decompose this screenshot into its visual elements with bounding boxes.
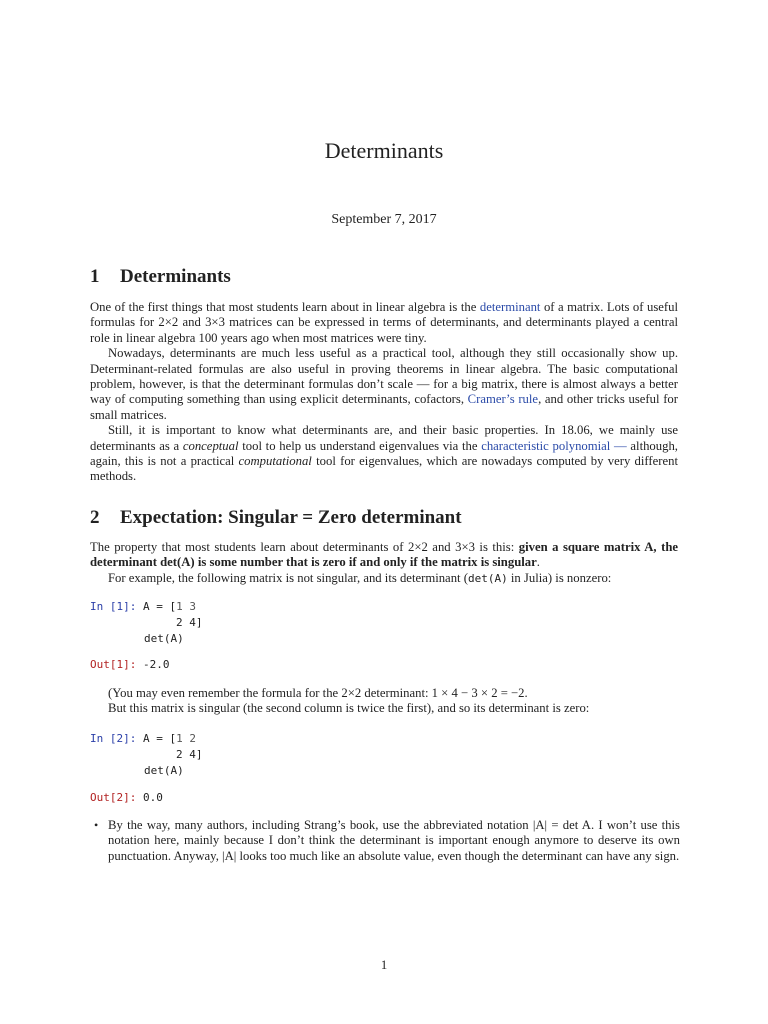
paragraph xyxy=(90,300,678,346)
text: tool to help us understand eigenvalues via the xyxy=(238,438,482,453)
text: For example, the following matrix is not singular, and its determinant ( xyxy=(108,570,468,585)
section-number: 1 xyxy=(90,266,100,287)
text: although, again, this is not a practical xyxy=(90,438,678,469)
output-prompt: Out[2]: xyxy=(90,791,137,804)
code-cell-in-1[interactable] xyxy=(90,599,203,647)
bullet-icon: • xyxy=(94,818,99,832)
section-2-intro xyxy=(90,540,678,586)
output-cell-2 xyxy=(90,790,163,806)
characteristic-polynomial-link[interactable]: characteristic polynomial — xyxy=(481,438,627,453)
bold-statement: given a square matrix A, the determinant det(A) is some number that is zero if and only if the matrix is singular xyxy=(90,540,679,570)
section-title: Expectation: Singular = Zero determinant xyxy=(120,507,462,528)
input-prompt: In [2]: xyxy=(90,732,137,745)
text: , and other tricks useful for small matrices. xyxy=(90,392,678,422)
text: of a matrix. Lots of useful formulas for 2×2 and 3×3 matrices can be expressed in terms of determinants, and determinants played a central role in linear algebra 100 years ago when most matrices were tiny. xyxy=(90,300,678,345)
bullet-item xyxy=(94,818,680,864)
text: tool for eigenvalues, which are nowadays computed by very different methods. xyxy=(90,454,678,484)
code-line: det(A) xyxy=(144,632,184,645)
text: Nowadays, determinants are much less useful as a practical tool, although they still occasionally show up. Determinant-related formulas are also useful in proving theorems in linear algebra. The basic computational problem, however, is that the determinant formulas don’t scale — for a big matrix, there is almost always a better way of computing something than using explicit determinants, cofactors, xyxy=(90,346,678,407)
text: The property that most students learn about determinants of 2×2 and 3×3 is this: xyxy=(90,540,519,554)
page-number: 1 xyxy=(380,958,388,972)
paragraph xyxy=(90,423,678,485)
emphasis: conceptual xyxy=(182,438,239,453)
code-line: A = [ xyxy=(136,732,177,745)
paragraph: But this matrix is singular (the second column is twice the first), and so its determinant is zero: xyxy=(108,701,590,716)
cramers-rule-link[interactable]: Cramer’s rule xyxy=(467,392,539,407)
text: . xyxy=(536,555,540,570)
code-line: 1 3 xyxy=(176,600,196,613)
determinant-link[interactable]: determinant xyxy=(479,300,541,314)
section-title: Determinants xyxy=(120,266,231,287)
paragraph xyxy=(90,571,678,586)
document-date: September 7, 2017 xyxy=(331,212,437,227)
code-cell-in-2[interactable] xyxy=(90,731,203,779)
code-line: A = [ xyxy=(136,600,177,613)
section-2-middle xyxy=(90,686,678,717)
code-line: 1 2 xyxy=(176,732,196,745)
paragraph xyxy=(90,346,678,423)
text: Still, it is important to know what determinants are, and their basic properties. In 18.06, we mainly use determinants as a xyxy=(90,423,678,453)
inline-code: det(A) xyxy=(467,571,508,585)
section-1-body xyxy=(90,300,678,485)
section-2-heading xyxy=(90,507,462,529)
emphasis: computational xyxy=(238,454,312,469)
section-1-heading xyxy=(90,266,231,288)
input-prompt: In [1]: xyxy=(90,600,137,613)
output-value: 0.0 xyxy=(136,791,163,804)
output-prompt: Out[1]: xyxy=(90,658,137,671)
paragraph: (You may even remember the formula for the 2×2 determinant: 1 × 4 − 3 × 2 = −2. xyxy=(108,686,528,700)
bullet-text: By the way, many authors, including Strang’s book, use the abbreviated notation |A| = det A. I won’t use this notation here, mainly because I don’t think the determinant is important enough anymore to deserve its own punctuation. Anyway, |A| looks too much like an absolute value, even though the determinant can have any sign. xyxy=(108,818,680,863)
code-line: 2 4] xyxy=(176,748,203,761)
text: in Julia) is nonzero: xyxy=(507,570,612,585)
text: One of the first things that most students learn about in linear algebra is the xyxy=(90,300,480,314)
code-line: 2 4] xyxy=(176,616,203,629)
paragraph xyxy=(90,540,678,571)
document-title: Determinants xyxy=(324,138,444,163)
section-number: 2 xyxy=(90,507,100,528)
output-value: -2.0 xyxy=(136,658,170,671)
output-cell-1 xyxy=(90,657,169,673)
code-line: det(A) xyxy=(144,764,184,777)
